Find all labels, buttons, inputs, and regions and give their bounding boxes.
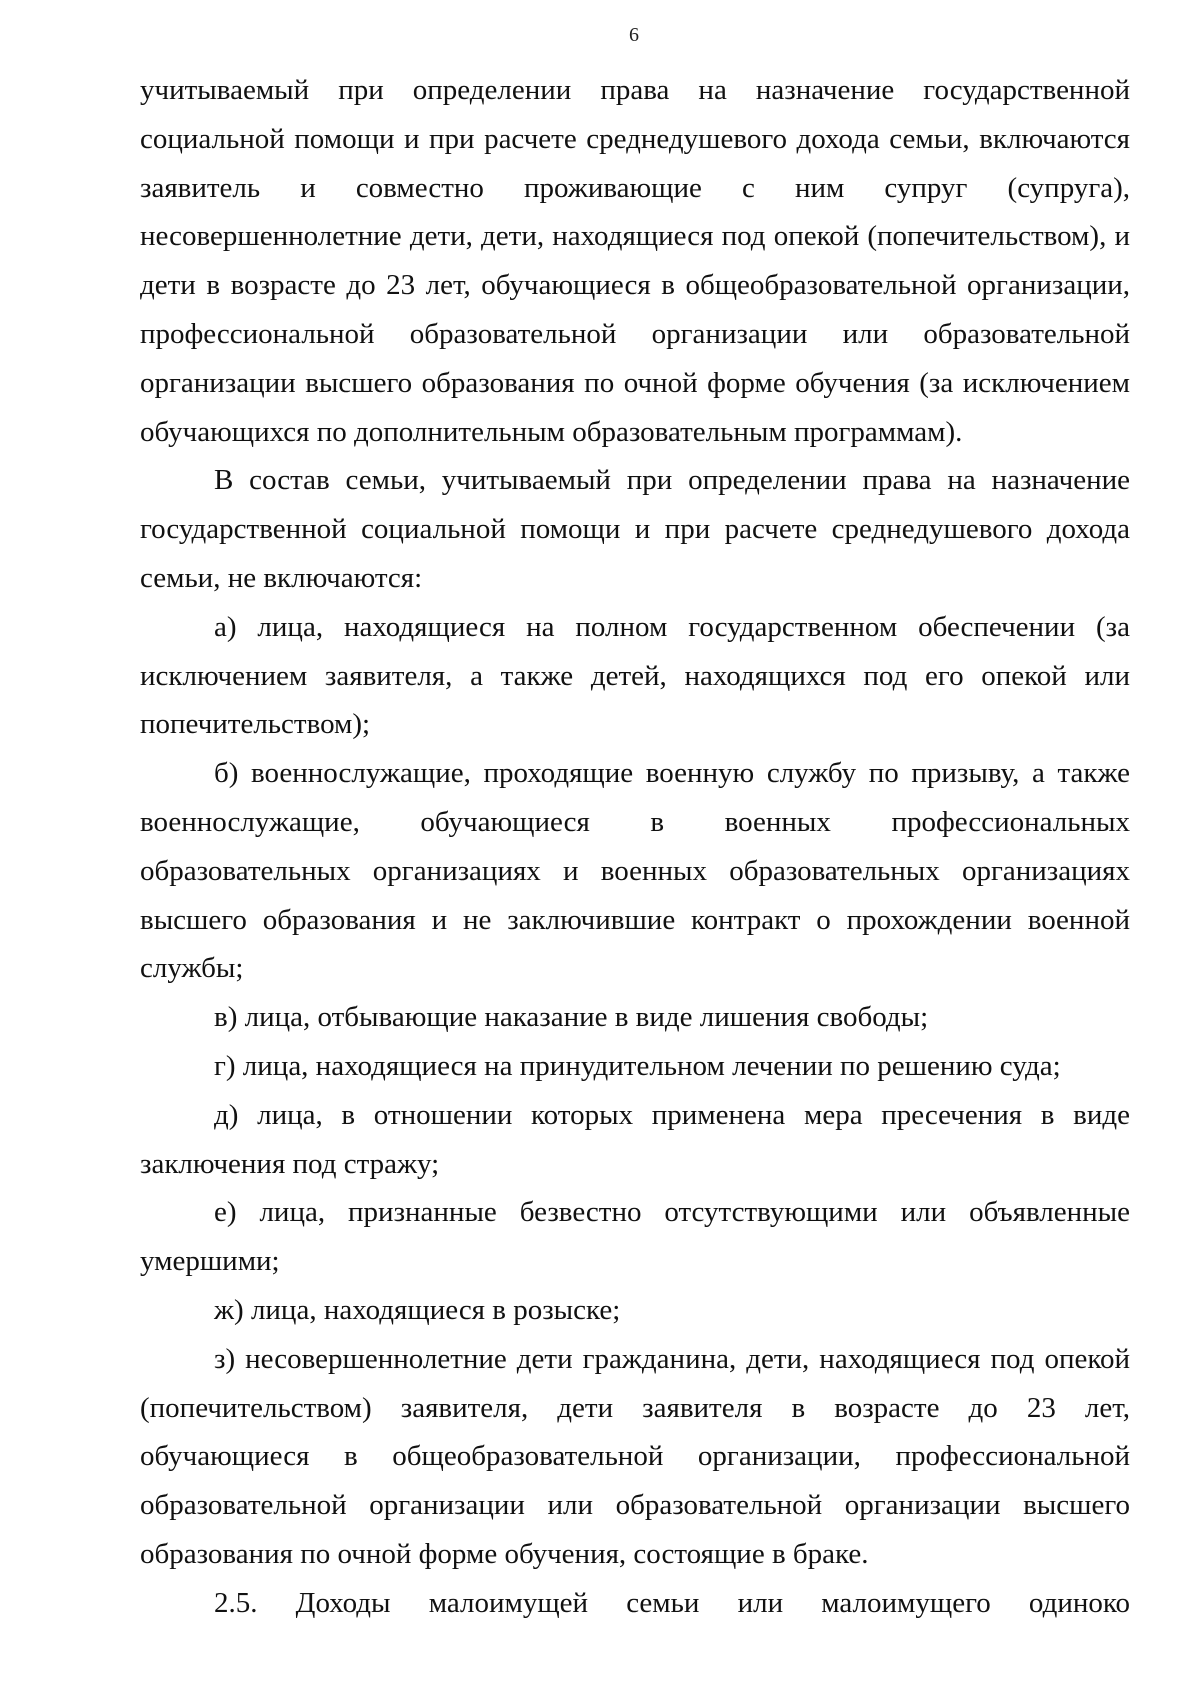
list-item-b: б) военнослужащие, проходящие военную службу по призыву, а также военнослужащие, обучающиеся в военных профессиональных образовательных организациях и военных образовательных организациях высшего образования и не заключившие контракт о прохождении военной службы;: [140, 757, 1130, 985]
list-item-v: в) лица, отбывающие наказание в виде лишения свободы;: [214, 1001, 929, 1034]
list-item-zh: ж) лица, находящиеся в розыске;: [214, 1293, 621, 1326]
document-body: [140, 66, 1130, 1628]
paragraph-family-composition-excluded-intro: В состав семьи, учитываемый при определении права на назначение государственной социальной помощи и при расчете среднедушевого дохода семьи, не включаются:: [140, 464, 1130, 594]
list-item-z: з) несовершеннолетние дети гражданина, дети, находящиеся под опекой (попечительством) заявителя, дети заявителя в возрасте до 23 лет, обучающиеся в общеобразовательной организации, профессиональной образовательной организации или образовательной организации высшего образования по очной форме обучения, состоящие в браке.: [140, 1342, 1130, 1570]
section-2-5-heading: 2.5. Доходы малоимущей семьи или малоимущего одиноко: [214, 1586, 1130, 1619]
page-number: 6: [629, 24, 639, 46]
list-item-a: а) лица, находящиеся на полном государственном обеспечении (за исключением заявителя, а также детей, находящихся под его опекой или попечительством);: [140, 610, 1130, 741]
list-item-e: е) лица, признанные безвестно отсутствующими или объявленные умершими;: [140, 1196, 1130, 1278]
paragraph-family-composition-included: учитываемый при определении права на назначение государственной социальной помощи и при расчете среднедушевого дохода семьи, включаются заявитель и совместно проживающие с ним супруг (супруга), несовершеннолетние дети, дети, находящиеся под опекой (попечительством), и дети в возрасте до 23 лет, обучающиеся в общеобразовательной организации, профессиональной образовательной организации или образовательной организации высшего образования по очной форме обучения (за исключением обучающихся по дополнительным образовательным программам).: [140, 74, 1130, 448]
list-item-d: д) лица, в отношении которых применена мера пресечения в виде заключения под стражу;: [140, 1098, 1130, 1180]
list-item-g: г) лица, находящиеся на принудительном лечении по решению суда;: [214, 1049, 1061, 1082]
